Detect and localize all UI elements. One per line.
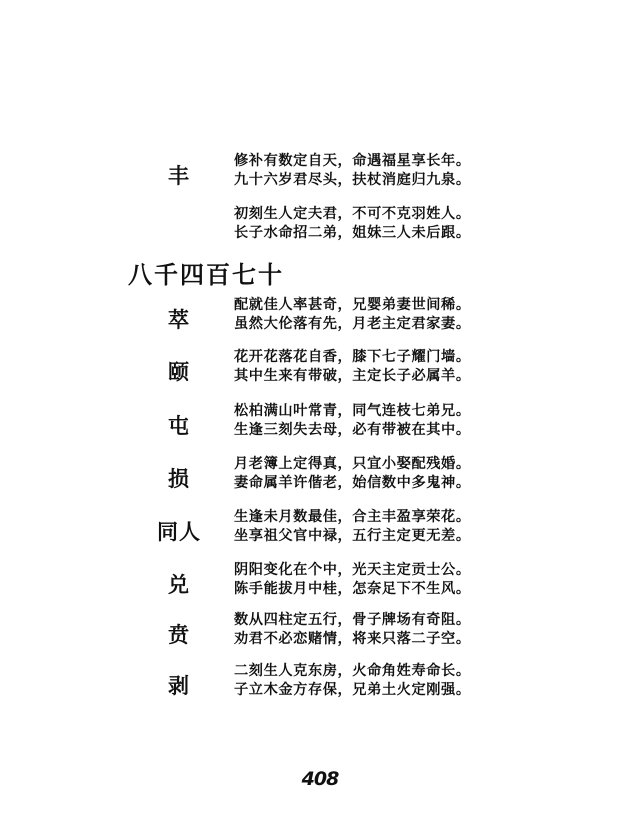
verse-line: 子立木金方存保，兄弟土火定刚强。 bbox=[234, 682, 471, 698]
verse-lines bbox=[234, 402, 471, 440]
verse-line: 数从四柱定五行，骨子牌场有奇阻。 bbox=[234, 612, 471, 628]
verse-lines bbox=[234, 455, 471, 493]
verse-line: 坐享祖父官中禄，五行主定更无差。 bbox=[234, 528, 471, 544]
verse-line: 配就佳人率甚奇，兄婴弟妻世间稀。 bbox=[234, 297, 471, 313]
verse-lines bbox=[234, 205, 471, 243]
verse-line: 妻命属羊许偕老，始信数中多鬼神。 bbox=[234, 475, 471, 491]
hexagram-label: 剥 bbox=[168, 673, 190, 698]
verse-line: 二刻生人克东房，火命角姓寿命长。 bbox=[234, 663, 471, 679]
verse-lines bbox=[234, 296, 471, 334]
verse-line: 月老簿上定得真，只宜小娶配残婚。 bbox=[234, 456, 471, 472]
hexagram-label: 萃 bbox=[168, 307, 190, 332]
hexagram-label: 同人 bbox=[157, 519, 201, 544]
hexagram-label: 颐 bbox=[168, 359, 190, 384]
verse-line: 阴阳变化在个中，光天主定贡士公。 bbox=[234, 562, 471, 578]
verse-line: 生逢未月数最佳，合主丰盈享荣花。 bbox=[234, 509, 471, 525]
hexagram-label: 屯 bbox=[168, 413, 190, 438]
verse-lines bbox=[234, 561, 471, 599]
verse-lines bbox=[234, 348, 471, 386]
verse-line: 花开花落花自香，膝下七子耀门墙。 bbox=[234, 349, 471, 365]
verse-line: 长子水命招二弟，姐妹三人未后跟。 bbox=[234, 225, 471, 241]
verse-line: 修补有数定自天，命遇福星享长年。 bbox=[234, 153, 471, 169]
verse-lines bbox=[234, 508, 471, 546]
verse-lines bbox=[234, 662, 471, 700]
verse-lines bbox=[234, 152, 471, 190]
verse-line: 劝君不必恋赌情，将来只落二子空。 bbox=[234, 631, 471, 647]
verse-line: 陈手能拔月中桂，怎奈足下不生风。 bbox=[234, 581, 471, 597]
section-heading: 八千四百七十 bbox=[128, 260, 284, 289]
verse-line: 虽然大伦落有先，月老主定君家妻。 bbox=[234, 316, 471, 332]
verse-line: 生逢三刻失去母，必有带被在其中。 bbox=[234, 422, 471, 438]
hexagram-label: 贲 bbox=[168, 622, 190, 647]
verse-line: 其中生来有带破，主定长子必属羊。 bbox=[234, 368, 471, 384]
verse-line: 松柏满山叶常青，同气连枝七弟兄。 bbox=[234, 403, 471, 419]
page-number: 408 bbox=[301, 768, 339, 790]
verse-lines bbox=[234, 611, 471, 649]
hexagram-label: 兑 bbox=[168, 572, 190, 597]
verse-line: 初刻生人定夫君，不可不克羽姓人。 bbox=[234, 206, 471, 222]
hexagram-label: 损 bbox=[168, 466, 190, 491]
verse-line: 九十六岁君尽头，扶杖消庭归九泉。 bbox=[234, 172, 471, 188]
hexagram-label: 丰 bbox=[168, 163, 190, 188]
